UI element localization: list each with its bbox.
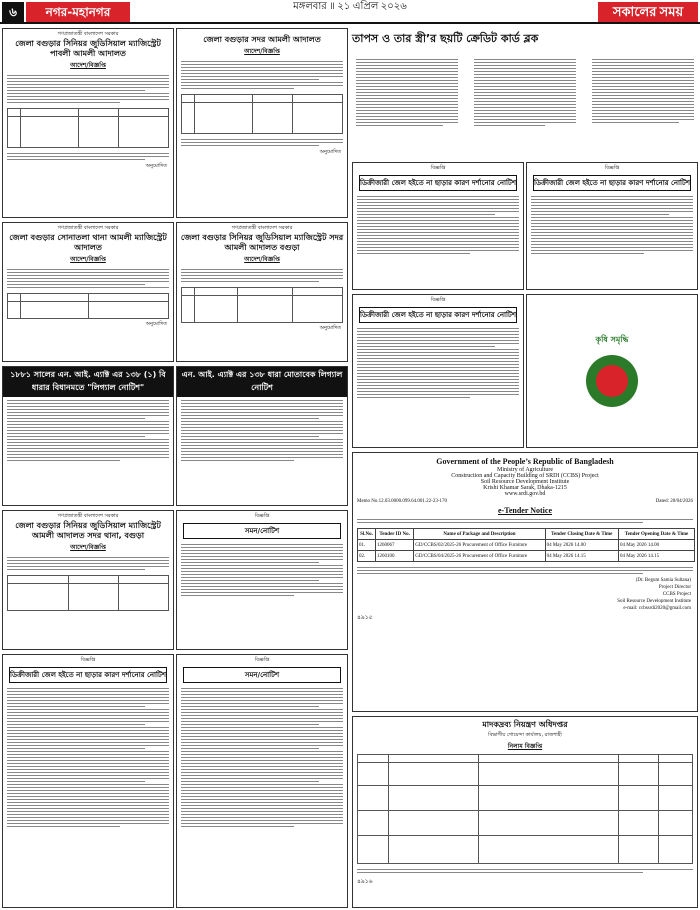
decree-notice-1: বিজ্ঞপ্তি ডিক্রীজারী জেল হইতে না ছাড়ার কারণ দর্শানোর নোটিশ [2, 654, 174, 908]
court-notice-2: জেলা বগুড়ার সদর আমলী আদালত আদেশ/বিজ্ঞপ্তি অনুমোদিত [176, 28, 348, 218]
tender-table: Sl.No. Tender ID No. Name of Package and Description Tender Closing Date & Time Tender Opening Date & Time 01. 1260067 GD/CCBS/02/2025-26 Procurement of Office Furniture 04 May 2026 14.00 04 May 2026 14.00 02. 1260100 GD/CCBS/04/2025-26 Procurement of Office Furniture 04 May 2026 14.15 04 May 2026 14.15 [357, 528, 695, 562]
summons-notice-2: বিজ্ঞপ্তি সমন/নোটিশ [176, 654, 348, 908]
court-notice-3: গণপ্রজাতন্ত্রী বাংলাদেশ সরকার জেলা বগুড়ার সোনাতলা থানা আমলী ম্যাজিস্ট্রেট আদালত আদেশ/বিজ্ঞপ্তি অনুমোদিত [2, 222, 174, 362]
page-number: ৬ [2, 2, 24, 22]
ad-code: ৪৯১৫ [357, 615, 373, 621]
table-row: 02. 1260100 GD/CCBS/04/2025-26 Procurement of Office Furniture 04 May 2026 14.15 04 May 2026 14.15 [358, 551, 695, 562]
summons-notice-1: বিজ্ঞপ্তি সমন/নোটিশ [176, 510, 348, 650]
notice-title: e-Tender Notice [498, 506, 552, 515]
notice-title: জেলা বগুড়ার সিনিয়র জুডিসিয়াল ম্যাজিস্ট্রেট আমলী আদালত সদর থানা, বগুড়া [15, 521, 161, 540]
notice-title: ডিক্রীজারী জেল হইতে না ছাড়ার কারণ দর্শানোর নোটিশ [359, 307, 517, 323]
notice-title: জেলা বগুড়ার সদর আমলী আদালত [203, 35, 321, 44]
legal-notice-2 [176, 366, 348, 506]
decree-notice-2: বিজ্ঞপ্তি ডিক্রীজারী জেল হইতে না ছাড়ার কারণ দর্শানোর নোটিশ [352, 162, 524, 290]
signature-block: (Dr. Begum Samia Sultana) Project Director CCBS Project Soil Resource Development Institute e-mail: ccbssrdi2020@gmail.com [617, 578, 691, 611]
notice-title: ডিক্রীজারী জেল হইতে না ছাড়ার কারণ দর্শানোর নোটিশ [9, 667, 167, 683]
notice-title: জেলা বগুড়ার সিনিয়র জুডিসিয়াল ম্যাজিস্ট্রেট পাবলী আমলী আদালত [15, 39, 161, 58]
notice-title: জেলা বগুড়ার সোনাতলা থানা আমলী ম্যাজিস্ট্রেট আদালত [9, 233, 167, 252]
decree-notice-3: বিজ্ঞপ্তি ডিক্রীজারী জেল হইতে না ছাড়ার কারণ দর্শানোর নোটিশ [526, 162, 698, 290]
notice-title: কৃষি সমৃদ্ধি [595, 335, 629, 344]
notice-title: সমন/নোটিশ [183, 667, 341, 683]
e-tender-notice: Government of the People’s Republic of Bangladesh Ministry of Agriculture Construction and Capacity Building of SRDI (CCBS) Project Soil Resource Development Institute Krishi Khamar Sarak, Dhaka-1215 www.srdi.gov.bd Memo No.12.03.0000.099.64.001.22-23-170 Dated: 20/04/2026 e-Tender Notice Sl.No. Tender ID No. Name of Package and Description Tender Closing Date & Time Tender Opening Date & Time 01. 1260067 GD/CCBS/02/2025-26 Procurement of Office Furniture 04 May 2026 14.00 04 May 2026 14.00 02. 1260100 GD/CCBS/04/2025-26 Procurement of Office Furniture 04 May 2026 14.15 04 May 2026 14.15 (Dr. Begum Samia Sultana) Project Director CCBS Project Soil Resource Development Institute e-mail: ccbssrdi2020@gmail.com ৪৯১৫ [352, 452, 698, 712]
section-label: নগর-মহানগর [26, 2, 130, 22]
newspaper-logo: সকালের সময় [598, 2, 698, 22]
notice-title: ডিক্রীজারী জেল হইতে না ছাড়ার কারণ দর্শানোর নোটিশ [533, 175, 691, 191]
notice-title: ১৮৮১ সালের এন. আই. এ্যাক্ট এর ১৩৮ (১) বি ধারার বিধানমতে "লিগ্যাল নোটিশ" [3, 367, 173, 397]
notice-title: ডিক্রীজারী জেল হইতে না ছাড়ার কারণ দর্শানোর নোটিশ [359, 175, 517, 191]
memo-date: Dated: 20/04/2026 [655, 499, 693, 504]
page-header [0, 0, 700, 24]
notice-title: এন. আই. এ্যাক্ট এর ১৩৮ ধারা মোতাবেক লিগ্যাল নোটিশ [177, 367, 347, 397]
auction-notice: মাদকদ্রব্য নিয়ন্ত্রণ অধিদপ্তর বিভাগীয় গোয়েন্দা কার্যালয়, রাজশাহী নিলাম বিজ্ঞপ্তি ৪৯১৬ [352, 716, 698, 908]
court-notice-5: গণপ্রজাতন্ত্রী বাংলাদেশ সরকার জেলা বগুড়ার সিনিয়র জুডিসিয়াল ম্যাজিস্ট্রেট আমলী আদালত সদর থানা, বগুড়া আদেশ/বিজ্ঞপ্তি [2, 510, 174, 650]
legal-notice-1 [2, 366, 174, 506]
notice-title: জেলা বগুড়ার সিনিয়র জুডিসিয়াল ম্যাজিস্ট্রেট সদর আমলী আদালত বগুড়া [180, 233, 344, 252]
ad-code: ৪৯১৬ [357, 878, 373, 885]
court-notice-1: গণপ্রজাতন্ত্রী বাংলাদেশ সরকার জেলা বগুড়ার সিনিয়র জুডিসিয়াল ম্যাজিস্ট্রেট পাবলী আমলী আদালত আদেশ/বিজ্ঞপ্তি অনুমোদিত [2, 28, 174, 218]
gov-emblem-icon [582, 351, 642, 411]
table-row: 01. 1260067 GD/CCBS/02/2025-26 Procurement of Office Furniture 04 May 2026 14.00 04 May 2026 14.00 [358, 540, 695, 551]
decree-notice-4: বিজ্ঞপ্তি ডিক্রীজারী জেল হইতে না ছাড়ার কারণ দর্শানোর নোটিশ [352, 294, 524, 448]
issue-date: মঙ্গলবার ॥ ২১ এপ্রিল ২০২৬ [293, 1, 407, 12]
news-body [352, 56, 698, 158]
agri-notice [526, 294, 698, 448]
news-headline: তাপস ও তার স্ত্রী’র ছয়টি ক্রেডিট কার্ড ব্লক [352, 32, 539, 45]
court-notice-4: গণপ্রজাতন্ত্রী বাংলাদেশ সরকার জেলা বগুড়ার সিনিয়র জুডিসিয়াল ম্যাজিস্ট্রেট সদর আমলী আদালত বগুড়া আদেশ/বিজ্ঞপ্তি অনুমোদিত [176, 222, 348, 362]
notice-title: সমন/নোটিশ [183, 523, 341, 539]
memo-number: Memo No.12.03.0000.099.64.001.22-23-170 [357, 499, 447, 504]
